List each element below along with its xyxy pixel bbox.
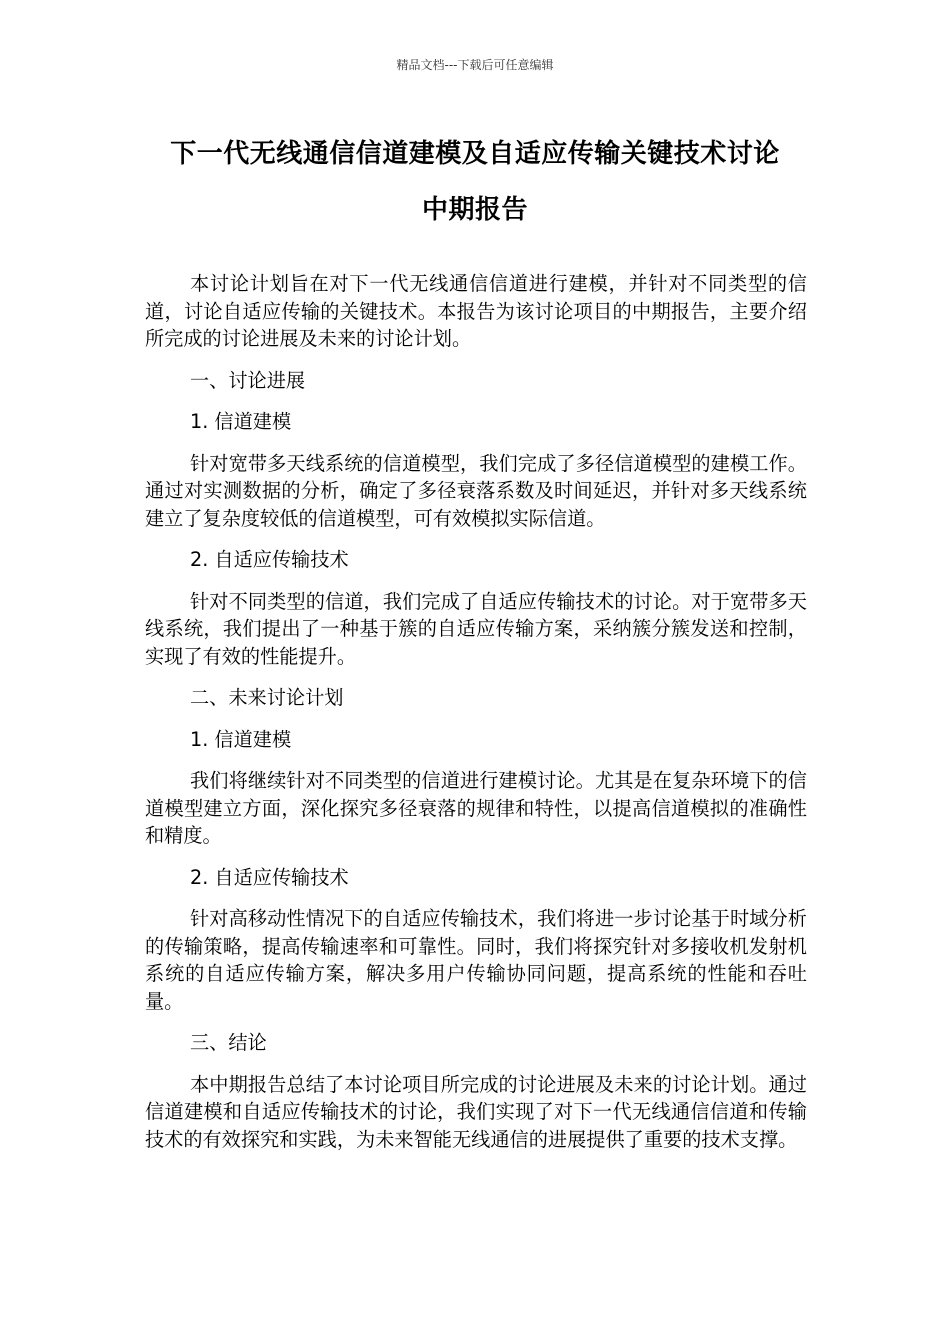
paragraph-adaptive-transmission-plan: 针对高移动性情况下的自适应传输技术，我们将进一步讨论基于时域分析的传输策略，提高传输速率和可靠性。同时，我们将探究针对多接收机发射机系统的自适应传输方案，解决多用户传输协同问题，提高系统的性能和吞吐量。	[145, 907, 807, 1013]
subsection-heading-adaptive-transmission-plan: 2. 自适应传输技术	[190, 865, 349, 889]
document-title-line-1: 下一代无线通信信道建模及自适应传输关键技术讨论	[170, 139, 780, 169]
document-title-line-2: 中期报告	[421, 195, 528, 225]
page-header-note: 精品文档---下载后可任意编辑	[396, 58, 554, 72]
paragraph-channel-modeling-plan: 我们将继续针对不同类型的信道进行建模讨论。尤其是在复杂环境下的信道模型建立方面，深化探究多径衰落的规律和特性，以提高信道模拟的准确性和精度。	[145, 769, 807, 847]
paragraph-adaptive-transmission-progress: 针对不同类型的信道，我们完成了自适应传输技术的讨论。对于宽带多天线系统，我们提出了一种基于簇的自适应传输方案，采纳簇分簇发送和控制，实现了有效的性能提升。	[145, 589, 807, 668]
section-heading-future-plan: 二、未来讨论计划	[190, 686, 344, 709]
subsection-heading-channel-modeling: 1. 信道建模	[190, 410, 292, 433]
subsection-heading-channel-modeling-plan: 1. 信道建模	[190, 727, 292, 751]
subsection-heading-adaptive-transmission: 2. 自适应传输技术	[190, 548, 349, 571]
section-heading-progress: 一、讨论进展	[190, 368, 306, 392]
intro-paragraph: 本讨论计划旨在对下一代无线通信信道进行建模，并针对不同类型的信道，讨论自适应传输的关键技术。本报告为该讨论项目的中期报告，主要介绍所完成的讨论进展及未来的讨论计划。	[145, 272, 807, 350]
document-body	[145, 270, 807, 1167]
paragraph-channel-modeling-progress: 针对宽带多天线系统的信道模型，我们完成了多径信道模型的建模工作。通过对实测数据的分析，确定了多径衰落系数及时间延迟，并针对多天线系统建立了复杂度较低的信道模型，可有效模拟实际信道。	[145, 451, 807, 530]
paragraph-conclusion: 本中期报告总结了本讨论项目所完成的讨论进展及未来的讨论计划。通过信道建模和自适应传输技术的讨论，我们实现了对下一代无线通信信道和传输技术的有效探究和实践，为未来智能无线通信的进展提供了重要的技术支撑。	[145, 1072, 807, 1151]
section-heading-conclusion: 三、结论	[190, 1031, 267, 1054]
